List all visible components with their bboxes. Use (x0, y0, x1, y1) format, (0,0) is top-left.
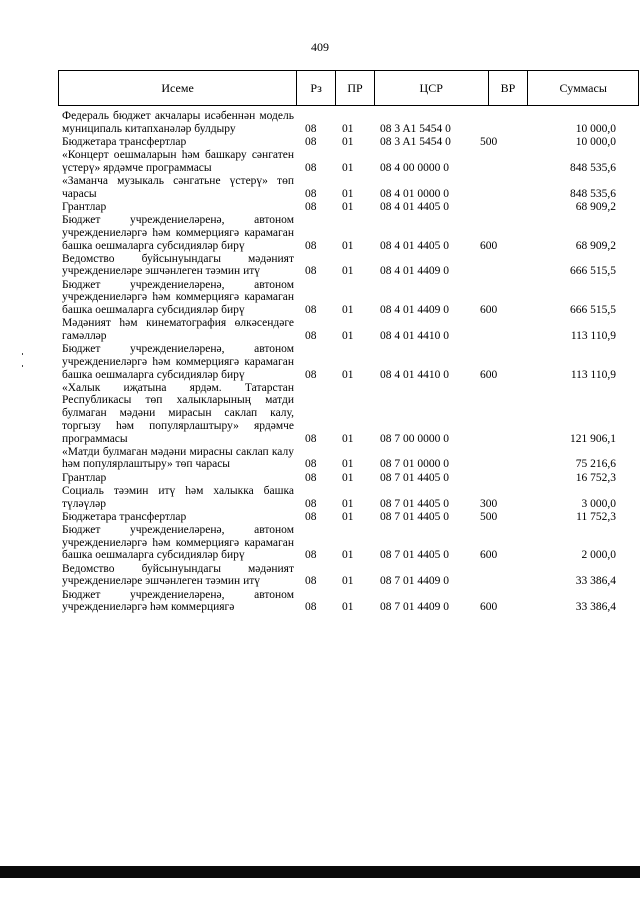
row-sum: 2 000,0 (581, 549, 616, 562)
row-sum: 113 110,9 (570, 329, 616, 342)
row-rz: 08 (305, 187, 317, 200)
row-csr: 08 4 01 4405 0 (380, 200, 449, 213)
row-rz: 08 (305, 265, 317, 278)
row-rz: 08 (305, 304, 317, 317)
row-name: Федераль бюджет акчалары исәбеннән модель муниципаль китапханәләр булдыру (62, 110, 294, 135)
row-csr: 08 7 01 0000 0 (380, 458, 449, 471)
row-rz: 08 (305, 471, 317, 484)
row-vr: 600 (480, 368, 498, 381)
row-name: Бюджетара трансфертлар (62, 510, 187, 523)
table-row (62, 446, 618, 471)
table-row (62, 524, 618, 562)
row-csr: 08 7 01 4409 0 (380, 601, 449, 614)
row-pr: 01 (342, 510, 354, 523)
table-row (62, 279, 618, 317)
row-name: Бюджетара трансфертлар (62, 135, 187, 148)
row-rz: 08 (305, 432, 317, 445)
row-sum: 666 515,5 (570, 304, 616, 317)
row-name: Бюджет учреждениеләренә, автоном учреждениеләргә һәм коммерциягә карамаган башка оешмаларга субсидияләр бирү (62, 343, 294, 381)
row-rz: 08 (305, 368, 317, 381)
row-sum: 121 906,1 (570, 432, 616, 445)
row-sum: 33 386,4 (575, 601, 616, 614)
row-name: «Халык иҗатына ярдәм. Татарстан Республикасы төп халыкларының матди булмаган мәдәни мирасын саклап калу, торгызу һәм популярлаштыру» ярдәмче программасы (62, 381, 294, 445)
row-name: Бюджет учреждениеләренә, автоном учреждениеләргә һәм коммерциягә карамаган башка оешмаларга субсидияләр бирү (62, 524, 294, 562)
table-row (62, 214, 618, 252)
row-rz: 08 (305, 161, 317, 174)
table-row (62, 511, 618, 524)
row-csr: 08 4 01 4410 0 (380, 368, 449, 381)
row-csr: 08 4 01 4405 0 (380, 239, 449, 252)
row-pr: 01 (342, 458, 354, 471)
table-row (62, 253, 618, 278)
row-pr: 01 (342, 304, 354, 317)
scan-speck (22, 365, 23, 367)
row-sum: 68 909,2 (575, 200, 616, 213)
row-pr: 01 (342, 161, 354, 174)
row-sum: 10 000,0 (575, 122, 616, 135)
row-rz: 08 (305, 510, 317, 523)
row-name: «Заманча музыкаль сәнгатьне үстерү» төп чарасы (62, 175, 294, 200)
page-number: 409 (311, 40, 329, 54)
row-vr: 300 (480, 497, 498, 510)
row-csr: 08 7 00 0000 0 (380, 432, 449, 445)
row-vr: 600 (480, 601, 498, 614)
row-name: «Матди булмаган мәдәни мирасны саклап калу һәм популярлаштыру» төп чарасы (62, 445, 294, 471)
header-vr: ВР (489, 71, 529, 105)
row-csr: 08 7 01 4405 0 (380, 549, 449, 562)
row-sum: 16 752,3 (575, 471, 616, 484)
header-sum: Суммасы (559, 80, 607, 95)
row-pr: 01 (342, 187, 354, 200)
row-pr: 01 (342, 329, 354, 342)
row-name: Бюджет учреждениеләренә, автоном учреждениеләргә һәм коммерциягә карамаган башка оешмаларга субсидияләр бирү (62, 214, 294, 252)
row-rz: 08 (305, 200, 317, 213)
row-rz: 08 (305, 575, 317, 588)
row-pr: 01 (342, 122, 354, 135)
row-vr: 600 (480, 304, 498, 317)
table-header (58, 70, 639, 106)
row-csr: 08 4 01 4409 0 (380, 265, 449, 278)
row-name: Ведомство буйсынуындагы мәдәният учреждениеләре эшчәнлеген тәэмин итү (62, 562, 294, 588)
row-vr: 500 (480, 510, 498, 523)
row-pr: 01 (342, 601, 354, 614)
row-name: Ведомство буйсынуындагы мәдәният учреждениеләре эшчәнлеген тәэмин итү (62, 252, 294, 278)
row-name: Мәдәният һәм кинематография өлкәсендәге гамәлләр (62, 317, 294, 342)
row-pr: 01 (342, 575, 354, 588)
row-name: Грантлар (62, 471, 107, 484)
row-vr: 500 (480, 135, 498, 148)
table-row (62, 382, 618, 446)
row-rz: 08 (305, 239, 317, 252)
table-body (62, 110, 618, 614)
table-row (62, 485, 618, 510)
header-csr: ЦСР (375, 71, 489, 105)
row-sum: 33 386,4 (575, 575, 616, 588)
header-rz: Рз (297, 71, 336, 105)
row-sum: 11 752,3 (576, 510, 616, 523)
row-sum: 10 000,0 (575, 135, 616, 148)
table-row (62, 317, 618, 342)
row-name: «Концерт оешмаларын һәм башкару сәнгатен үстерү» ярдәмче программасы (62, 149, 294, 174)
row-csr: 08 7 01 4405 0 (380, 471, 449, 484)
row-pr: 01 (342, 239, 354, 252)
row-name: Бюджет учреждениеләренә, автоном учреждениеләргә һәм коммерциягә карамаган башка оешмаларга субсидияләр бирү (62, 278, 294, 317)
row-rz: 08 (305, 135, 317, 148)
table-row (62, 136, 618, 149)
row-sum: 75 216,6 (575, 458, 616, 471)
row-rz: 08 (305, 329, 317, 342)
row-csr: 08 4 01 4410 0 (380, 329, 449, 342)
row-csr: 08 3 A1 5454 0 (380, 135, 451, 148)
header-pr: ПР (336, 71, 375, 105)
table-row (62, 175, 618, 200)
row-csr: 08 4 01 0000 0 (380, 187, 449, 200)
table-row (62, 110, 618, 135)
row-rz: 08 (305, 549, 317, 562)
row-csr: 08 3 A1 5454 0 (380, 122, 451, 135)
header-name: Исеме (59, 71, 297, 105)
table-row (62, 343, 618, 381)
row-vr: 600 (480, 549, 498, 562)
row-rz: 08 (305, 458, 317, 471)
row-csr: 08 4 00 0000 0 (380, 161, 449, 174)
row-vr: 600 (480, 239, 498, 252)
table-row (62, 472, 618, 485)
row-sum: 666 515,5 (570, 265, 616, 278)
row-pr: 01 (342, 432, 354, 445)
row-rz: 08 (305, 497, 317, 510)
row-csr: 08 7 01 4405 0 (380, 510, 449, 523)
row-sum: 3 000,0 (581, 497, 616, 510)
scan-edge-bar (0, 866, 640, 878)
row-pr: 01 (342, 549, 354, 562)
row-sum: 113 110,9 (570, 368, 616, 381)
row-name: Социаль тәэмин итү һәм халыкка башка түләүләр (62, 484, 294, 510)
row-pr: 01 (342, 200, 354, 213)
row-pr: 01 (342, 497, 354, 510)
row-sum: 848 535,6 (570, 161, 616, 174)
row-pr: 01 (342, 265, 354, 278)
row-name: Бюджет учреждениеләренә, автоном учреждениеләргә һәм коммерциягә (62, 588, 294, 614)
table-row (62, 589, 618, 614)
row-sum: 848 535,6 (570, 187, 616, 200)
row-sum: 68 909,2 (575, 239, 616, 252)
row-csr: 08 7 01 4409 0 (380, 575, 449, 588)
row-csr: 08 7 01 4405 0 (380, 497, 449, 510)
row-pr: 01 (342, 368, 354, 381)
scan-speck (22, 353, 23, 355)
row-pr: 01 (342, 471, 354, 484)
table-row (62, 563, 618, 588)
table-row (62, 149, 618, 174)
row-rz: 08 (305, 601, 317, 614)
table-row (62, 201, 618, 214)
row-csr: 08 4 01 4409 0 (380, 304, 449, 317)
row-pr: 01 (342, 135, 354, 148)
row-rz: 08 (305, 122, 317, 135)
row-name: Грантлар (62, 200, 107, 213)
